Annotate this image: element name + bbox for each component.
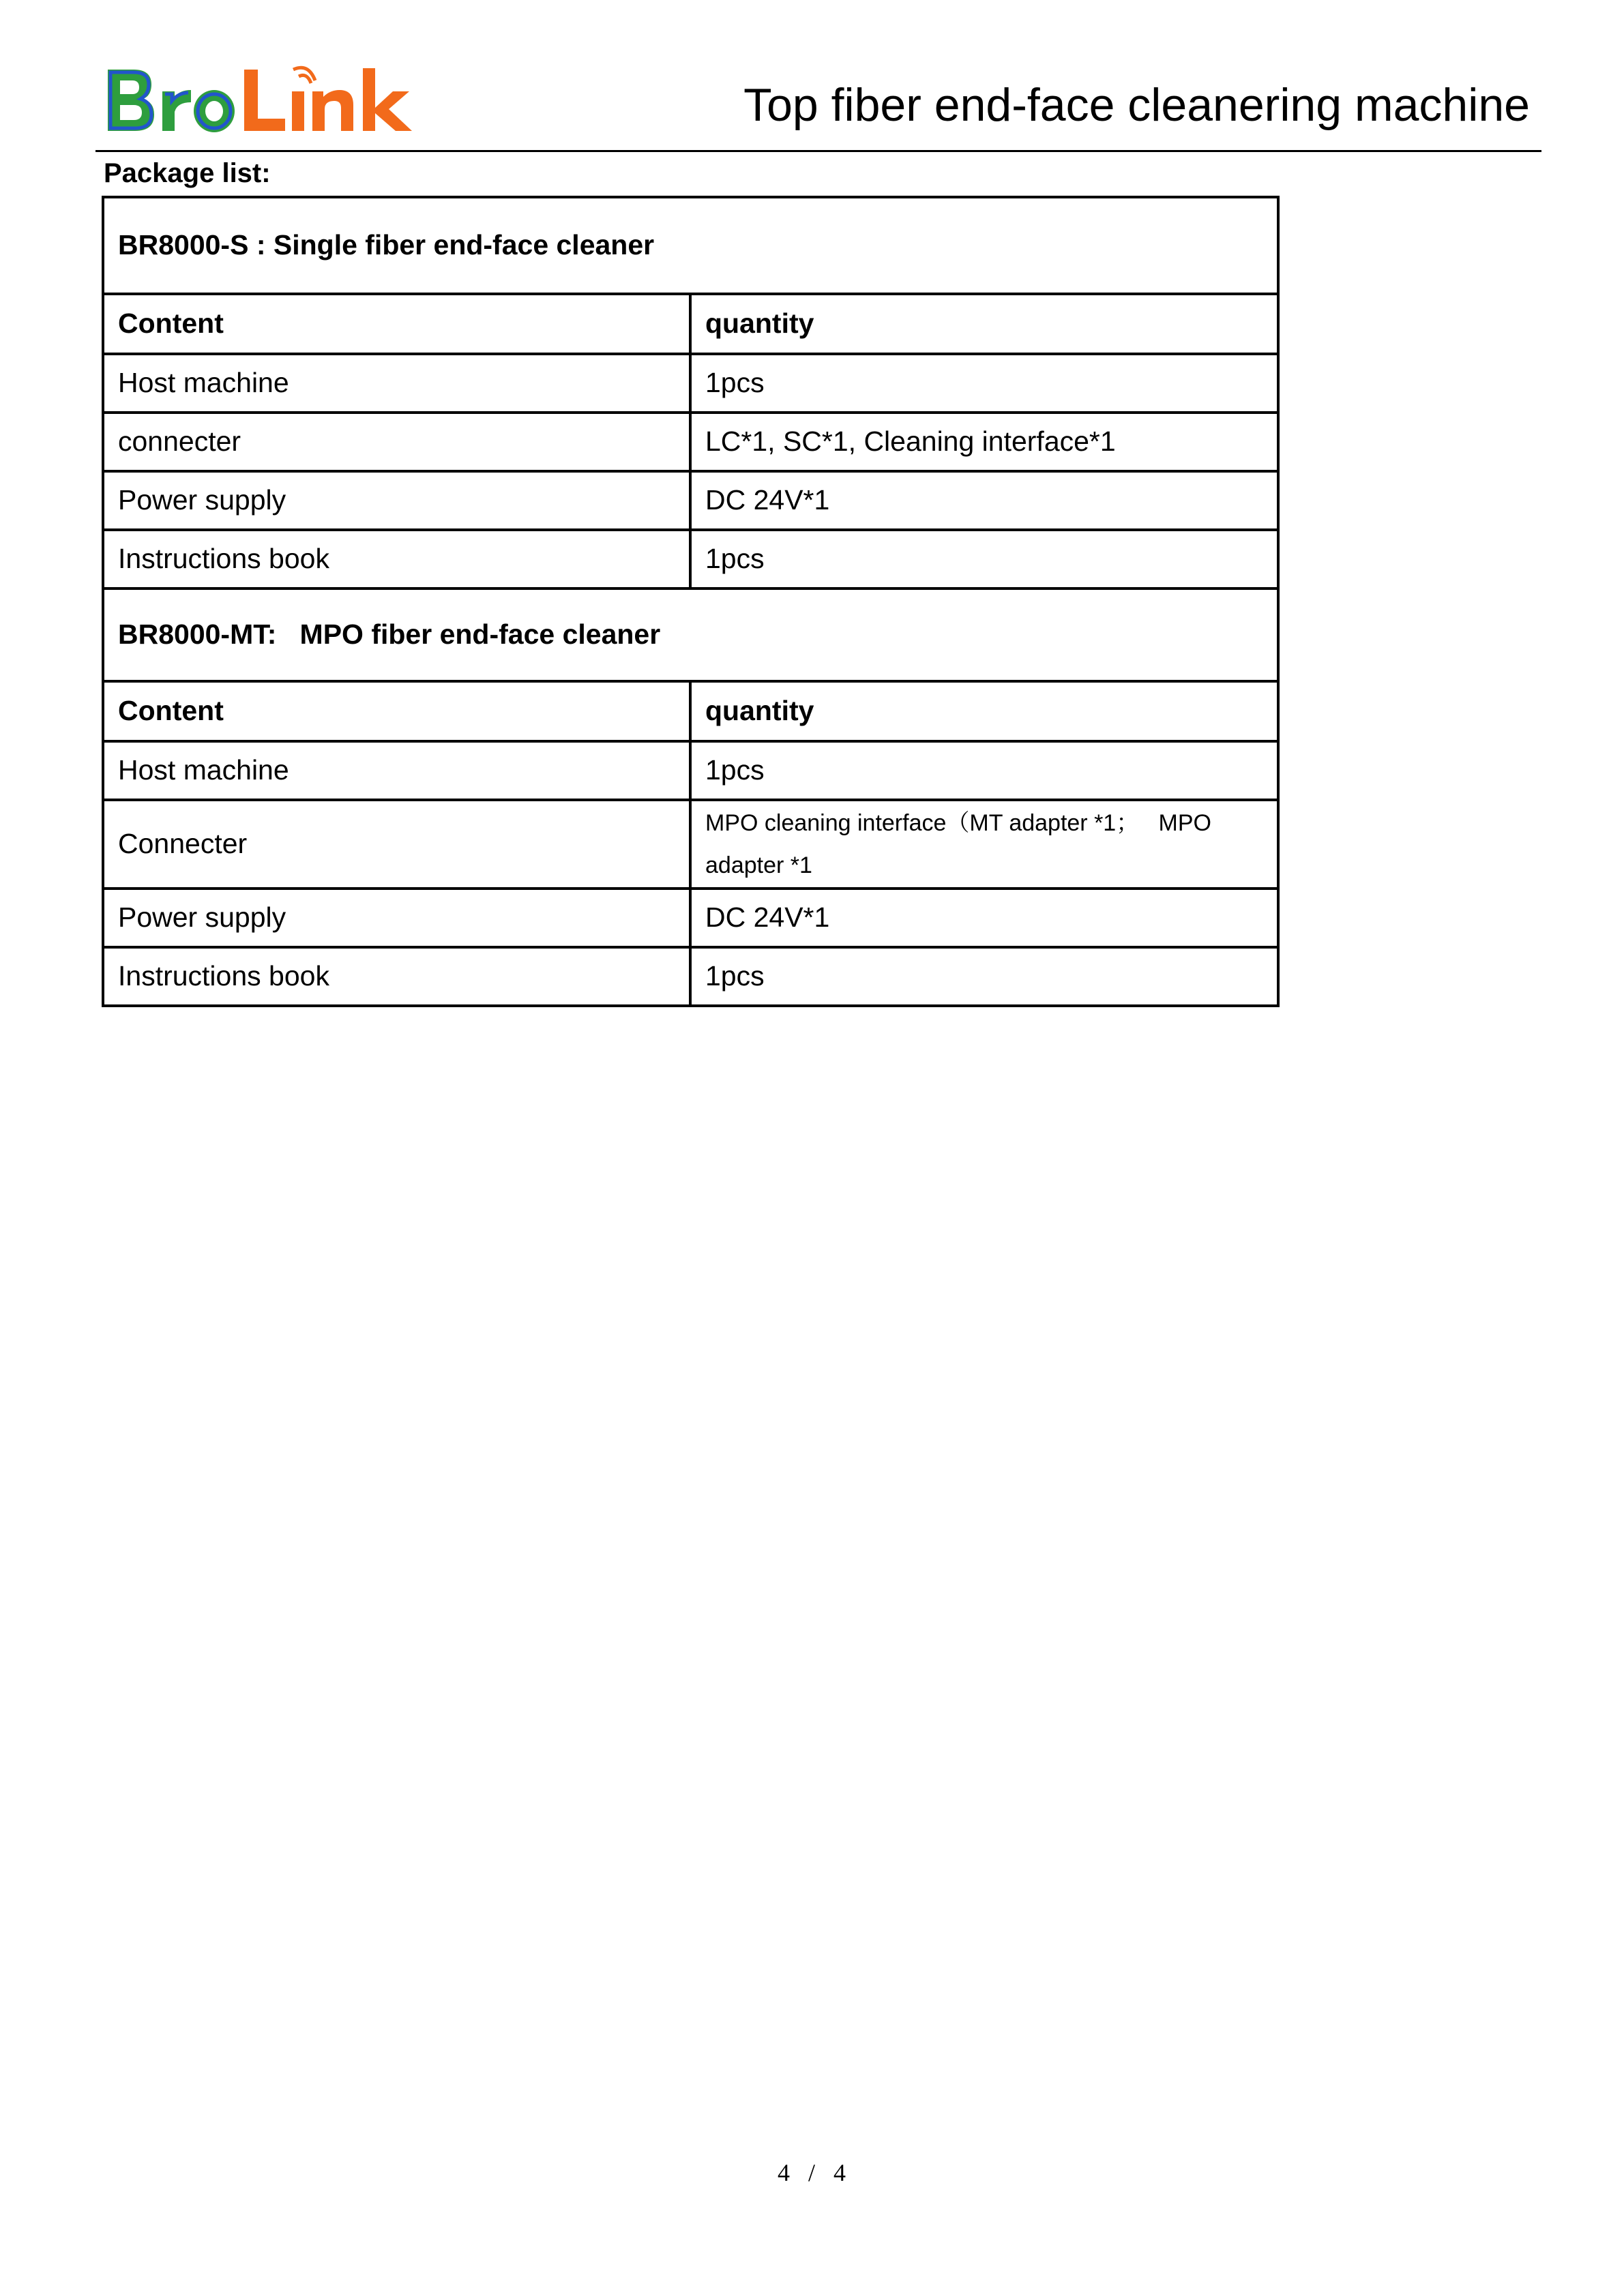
quantity-cell: 1pcs [690, 741, 1278, 800]
quantity-cell: LC*1, SC*1, Cleaning interface*1 [690, 413, 1278, 471]
quantity-cell: 1pcs [690, 354, 1278, 413]
content-cell: Instructions book [103, 947, 690, 1006]
column-header-row [103, 681, 1278, 741]
content-cell: Host machine [103, 741, 690, 800]
section-title-row [103, 197, 1278, 294]
table-row [103, 800, 1278, 889]
content-cell: connecter [103, 413, 690, 471]
table-row [103, 947, 1278, 1006]
table-row [103, 889, 1278, 947]
quantity-cell: 1pcs [690, 947, 1278, 1006]
column-header-row [103, 294, 1278, 354]
content-cell: Connecter [103, 800, 690, 889]
section-title: BR8000-MT: MPO fiber end-face cleaner [103, 588, 1278, 681]
table-row [103, 354, 1278, 413]
table-row [103, 413, 1278, 471]
section-title: BR8000-S : Single fiber end-face cleaner [103, 197, 1278, 294]
package-list-table [102, 196, 1280, 1007]
column-header-content: Content [103, 681, 690, 741]
content-cell: Host machine [103, 354, 690, 413]
brolink-logo [104, 60, 417, 142]
content-cell: Power supply [103, 471, 690, 530]
quantity-cell: 1pcs [690, 530, 1278, 588]
page-number: 4 / 4 [778, 2159, 846, 2186]
table-row [103, 471, 1278, 530]
column-header-content: Content [103, 294, 690, 354]
document-title: Top fiber end-face cleanering machine [743, 79, 1530, 131]
table-row [103, 530, 1278, 588]
header-divider [95, 150, 1541, 152]
column-header-quantity: quantity [690, 681, 1278, 741]
quantity-cell: DC 24V*1 [690, 889, 1278, 947]
section-title-row [103, 588, 1278, 681]
quantity-cell: DC 24V*1 [690, 471, 1278, 530]
package-list-label: Package list: [104, 158, 271, 188]
content-cell: Power supply [103, 889, 690, 947]
content-cell: Instructions book [103, 530, 690, 588]
column-header-quantity: quantity [690, 294, 1278, 354]
table-row [103, 741, 1278, 800]
quantity-cell: MPO cleaning interface（MT adapter *1； MPO adapter *1 [690, 800, 1278, 889]
